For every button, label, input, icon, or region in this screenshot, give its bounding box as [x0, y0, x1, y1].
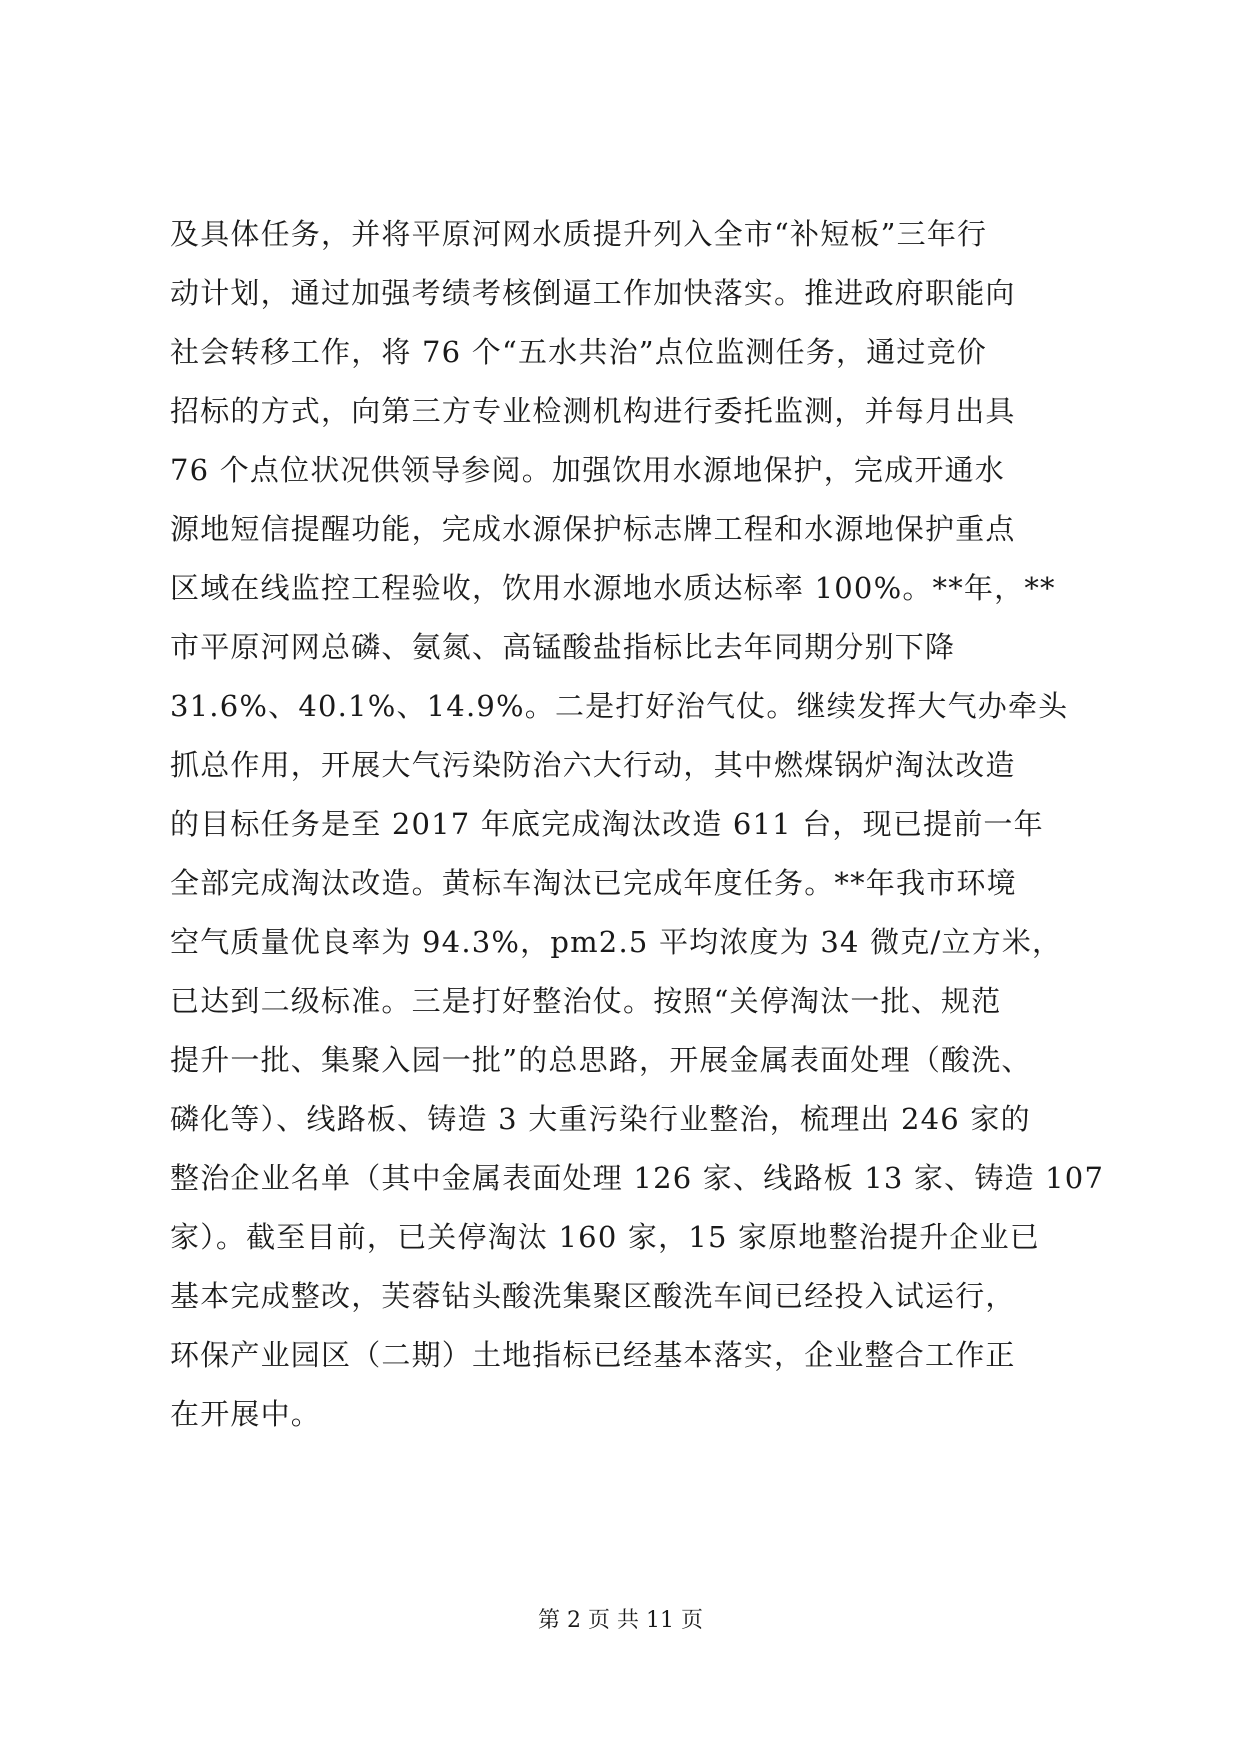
text-line: 已达到二级标准。三是打好整治仗。按照“关停淘汰一批、规范	[170, 984, 1002, 1018]
body-text	[170, 205, 1110, 1444]
page-footer: 第 2 页 共 11 页	[538, 1608, 703, 1633]
text-line: 区域在线监控工程验收，饮用水源地水质达标率 100%。**年，**	[170, 571, 1056, 605]
text-line: 基本完成整改，芙蓉钻头酸洗集聚区酸洗车间已经投入试运行，	[170, 1279, 1016, 1313]
text-line: 源地短信提醒功能，完成水源保护标志牌工程和水源地保护重点	[170, 512, 1016, 546]
text-line: 环保产业园区（二期）土地指标已经基本落实，企业整合工作正	[170, 1338, 1016, 1372]
text-line: 在开展中。	[170, 1397, 322, 1431]
text-line: 76 个点位状况供领导参阅。加强饮用水源地保护，完成开通水	[170, 453, 1005, 487]
text-line: 市平原河网总磷、氨氮、高锰酸盐指标比去年同期分别下降	[170, 630, 956, 664]
text-line: 抓总作用，开展大气污染防治六大行动，其中燃煤锅炉淘汰改造	[170, 748, 1016, 782]
text-line: 31.6%、40.1%、14.9%。二是打好治气仗。继续发挥大气办牵头	[170, 689, 1069, 723]
text-line: 整治企业名单（其中金属表面处理 126 家、线路板 13 家、铸造 107	[170, 1161, 1105, 1195]
text-line: 的目标任务是至 2017 年底完成淘汰改造 611 台，现已提前一年	[170, 807, 1044, 841]
text-line: 动计划，通过加强考绩考核倒逼工作加快落实。推进政府职能向	[170, 276, 1016, 310]
text-line: 社会转移工作，将 76 个“五水共治”点位监测任务，通过竞价	[170, 335, 987, 369]
text-line: 磷化等）、线路板、铸造 3 大重污染行业整治，梳理出 246 家的	[170, 1102, 1031, 1136]
text-line: 招标的方式，向第三方专业检测机构进行委托监测，并每月出具	[170, 394, 1016, 428]
text-line: 及具体任务，并将平原河网水质提升列入全市“补短板”三年行	[170, 217, 988, 251]
text-line: 提升一批、集聚入园一批”的总思路，开展金属表面处理（酸洗、	[170, 1043, 1032, 1077]
text-line: 家）。截至目前，已关停淘汰 160 家，15 家原地整治提升企业已	[170, 1220, 1041, 1254]
text-line: 空气质量优良率为 94.3%，pm2.5 平均浓度为 34 微克/立方米，	[170, 925, 1063, 959]
text-line: 全部完成淘汰改造。黄标车淘汰已完成年度任务。**年我市环境	[170, 866, 1017, 900]
